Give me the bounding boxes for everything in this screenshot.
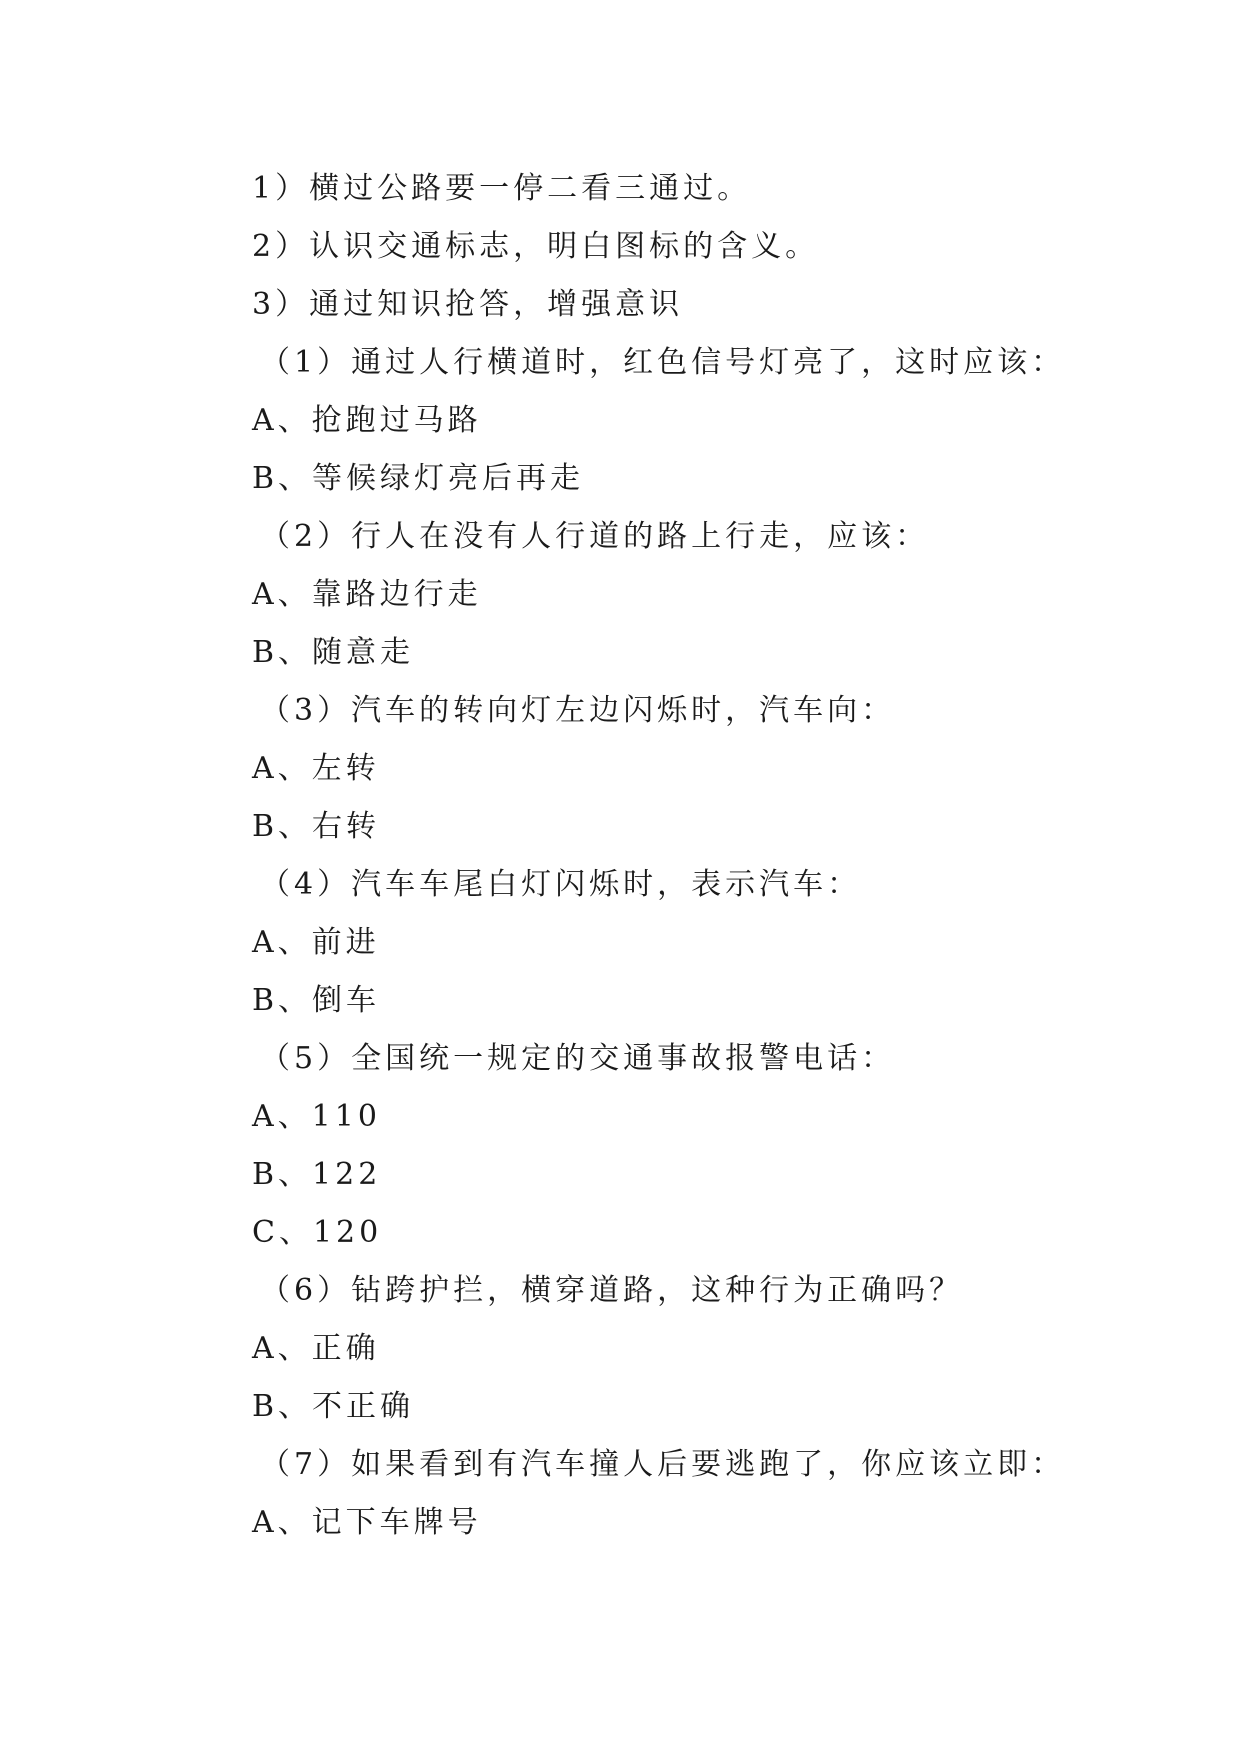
option-line: A、记下车牌号	[252, 1505, 482, 1540]
option-line: B、122	[252, 1157, 382, 1192]
question-line: （5）全国统一规定的交通事故报警电话：	[260, 1041, 896, 1076]
question-line: （4）汽车车尾白灯闪烁时，表示汽车：	[260, 867, 862, 902]
point-line: 2）认识交通标志，明白图标的含义。	[252, 229, 820, 264]
option-line: A、抢跑过马路	[252, 403, 482, 438]
option-line: B、随意走	[252, 635, 415, 670]
question-line: （2）行人在没有人行道的路上行走，应该：	[260, 519, 930, 554]
option-line: B、不正确	[252, 1389, 415, 1424]
question-line: （1）通过人行横道时，红色信号灯亮了，这时应该：	[260, 345, 1066, 380]
point-line: 1）横过公路要一停二看三通过。	[252, 171, 752, 206]
option-line: B、倒车	[252, 983, 381, 1018]
option-line: B、右转	[252, 809, 381, 844]
point-line: 3）通过知识抢答，增强意识	[252, 287, 684, 322]
option-line: C、120	[252, 1215, 383, 1250]
question-line: （6）钻跨护拦，横穿道路，这种行为正确吗？	[260, 1273, 964, 1308]
document-body	[252, 160, 1112, 1552]
option-line: A、左转	[252, 751, 380, 786]
option-line: B、等候绿灯亮后再走	[252, 461, 585, 496]
option-line: A、靠路边行走	[252, 577, 482, 612]
question-line: （7）如果看到有汽车撞人后要逃跑了，你应该立即：	[260, 1447, 1066, 1482]
option-line: A、110	[252, 1099, 381, 1134]
option-line: A、正确	[252, 1331, 380, 1366]
question-line: （3）汽车的转向灯左边闪烁时，汽车向：	[260, 693, 896, 728]
option-line: A、前进	[252, 925, 380, 960]
